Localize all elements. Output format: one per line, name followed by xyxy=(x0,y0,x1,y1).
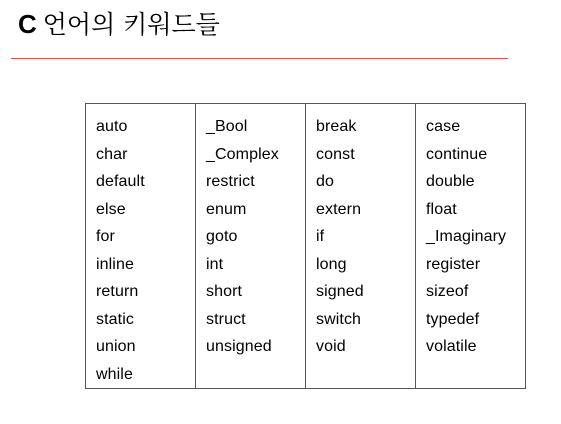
keyword: double xyxy=(426,173,475,190)
keyword: continue xyxy=(426,145,488,163)
keyword-column-2 xyxy=(196,104,306,389)
keyword: static xyxy=(96,310,134,328)
keyword: for xyxy=(96,228,115,245)
keyword: default xyxy=(96,173,145,190)
keyword-column-3 xyxy=(306,104,416,389)
title-text: 언어의 키워드들 xyxy=(42,10,220,39)
keyword: const xyxy=(316,145,355,163)
keyword-table-row xyxy=(86,104,526,389)
keyword: short xyxy=(206,283,243,300)
keyword: while xyxy=(96,365,133,383)
keyword: extern xyxy=(316,200,362,218)
title-divider xyxy=(11,58,508,59)
keyword: register xyxy=(426,255,481,273)
keyword: _Complex xyxy=(206,145,279,163)
keyword: auto xyxy=(96,118,128,135)
keyword: case xyxy=(426,118,461,135)
keyword: union xyxy=(96,338,136,355)
keyword: goto xyxy=(206,228,238,245)
keyword: else xyxy=(96,200,126,218)
keyword: if xyxy=(316,228,325,245)
keyword-column-4 xyxy=(416,104,526,389)
keyword: float xyxy=(426,200,457,218)
title-prefix: C xyxy=(18,9,37,39)
keyword: restrict xyxy=(206,173,255,190)
keyword: struct xyxy=(206,310,246,328)
keyword: enum xyxy=(206,200,247,218)
keyword: do xyxy=(316,173,334,190)
keyword: unsigned xyxy=(206,338,272,355)
keyword: typedef xyxy=(426,310,480,328)
keyword: volatile xyxy=(426,338,477,355)
keyword-table xyxy=(85,103,526,389)
keyword: return xyxy=(96,283,139,300)
keyword-column-1 xyxy=(86,104,196,389)
keyword: signed xyxy=(316,283,364,300)
keyword: switch xyxy=(316,310,362,328)
keyword: int xyxy=(206,255,224,273)
keyword: break xyxy=(316,118,357,135)
keyword: inline xyxy=(96,255,134,273)
keyword: _Imaginary xyxy=(426,228,507,245)
keyword: long xyxy=(316,255,347,273)
keyword: sizeof xyxy=(426,283,469,300)
page-title xyxy=(18,9,220,40)
keyword: char xyxy=(96,145,128,163)
keyword: _Bool xyxy=(206,118,248,135)
keyword: void xyxy=(316,338,346,355)
